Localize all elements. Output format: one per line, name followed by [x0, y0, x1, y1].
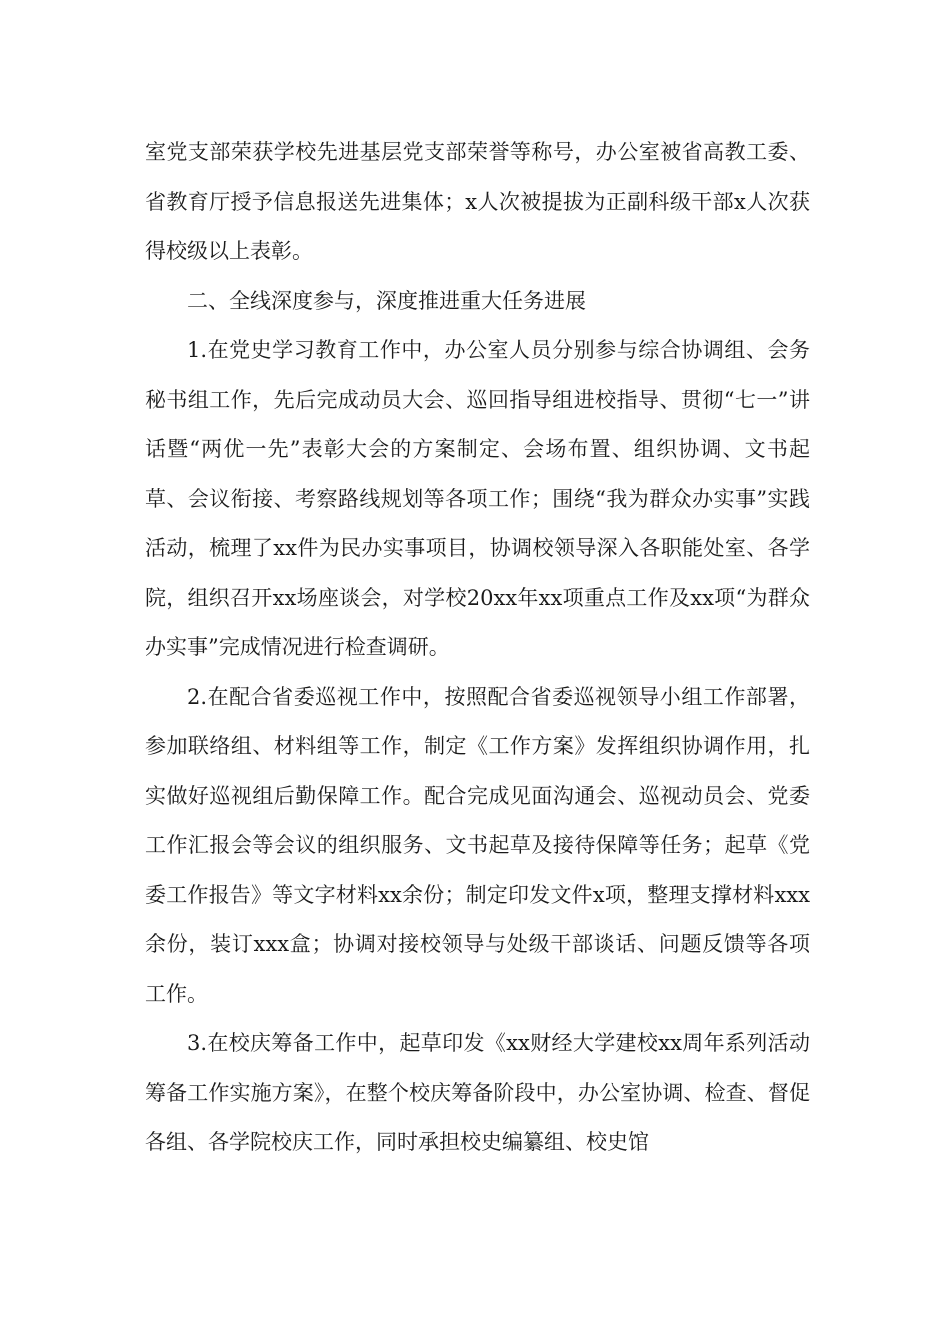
- paragraph-item-1: 1.在党史学习教育工作中，办公室人员分别参与综合协调组、会务秘书组工作，先后完成动员大会、巡回指导组进校指导、贯彻“七一”讲话暨“两优一先”表彰大会的方案制定、会场布置、组织协调、文书起草、会议衔接、考察路线规划等各项工作；围绕“我为群众办实事”实践活动，梳理了xx件为民办实事项目，协调校领导深入各职能处室、各学院，组织召开xx场座谈会，对学校20xx年xx项重点工作及xx项“为群众办实事”完成情况进行检查调研。: [145, 338, 810, 659]
- paragraph-continuation: 室党支部荣获学校先进基层党支部荣誉等称号，办公室被省高教工委、省教育厅授予信息报送先进集体；x人次被提拔为正副科级干部x人次获得校级以上表彰。: [145, 140, 810, 263]
- section-heading: 二、全线深度参与，深度推进重大任务进展: [187, 288, 586, 313]
- paragraph-item-2: 2.在配合省委巡视工作中，按照配合省委巡视领导小组工作部署，参加联络组、材料组等工作，制定《工作方案》发挥组织协调作用，扎实做好巡视组后勤保障工作。配合完成见面沟通会、巡视动员会、党委工作汇报会等会议的组织服务、文书起草及接待保障等任务；起草《党委工作报告》等文字材料xx余份；制定印发文件x项，整理支撑材料xxx余份，装订xxx盒；协调对接校领导与处级干部谈话、问题反馈等各项工作。: [145, 684, 810, 1006]
- document-body: [145, 128, 810, 1168]
- paragraph-item-3: 3.在校庆筹备工作中，起草印发《xx财经大学建校xx周年系列活动筹备工作实施方案》，在整个校庆筹备阶段中，办公室协调、检查、督促各组、各学院校庆工作，同时承担校史编纂组、校史馆: [145, 1031, 810, 1154]
